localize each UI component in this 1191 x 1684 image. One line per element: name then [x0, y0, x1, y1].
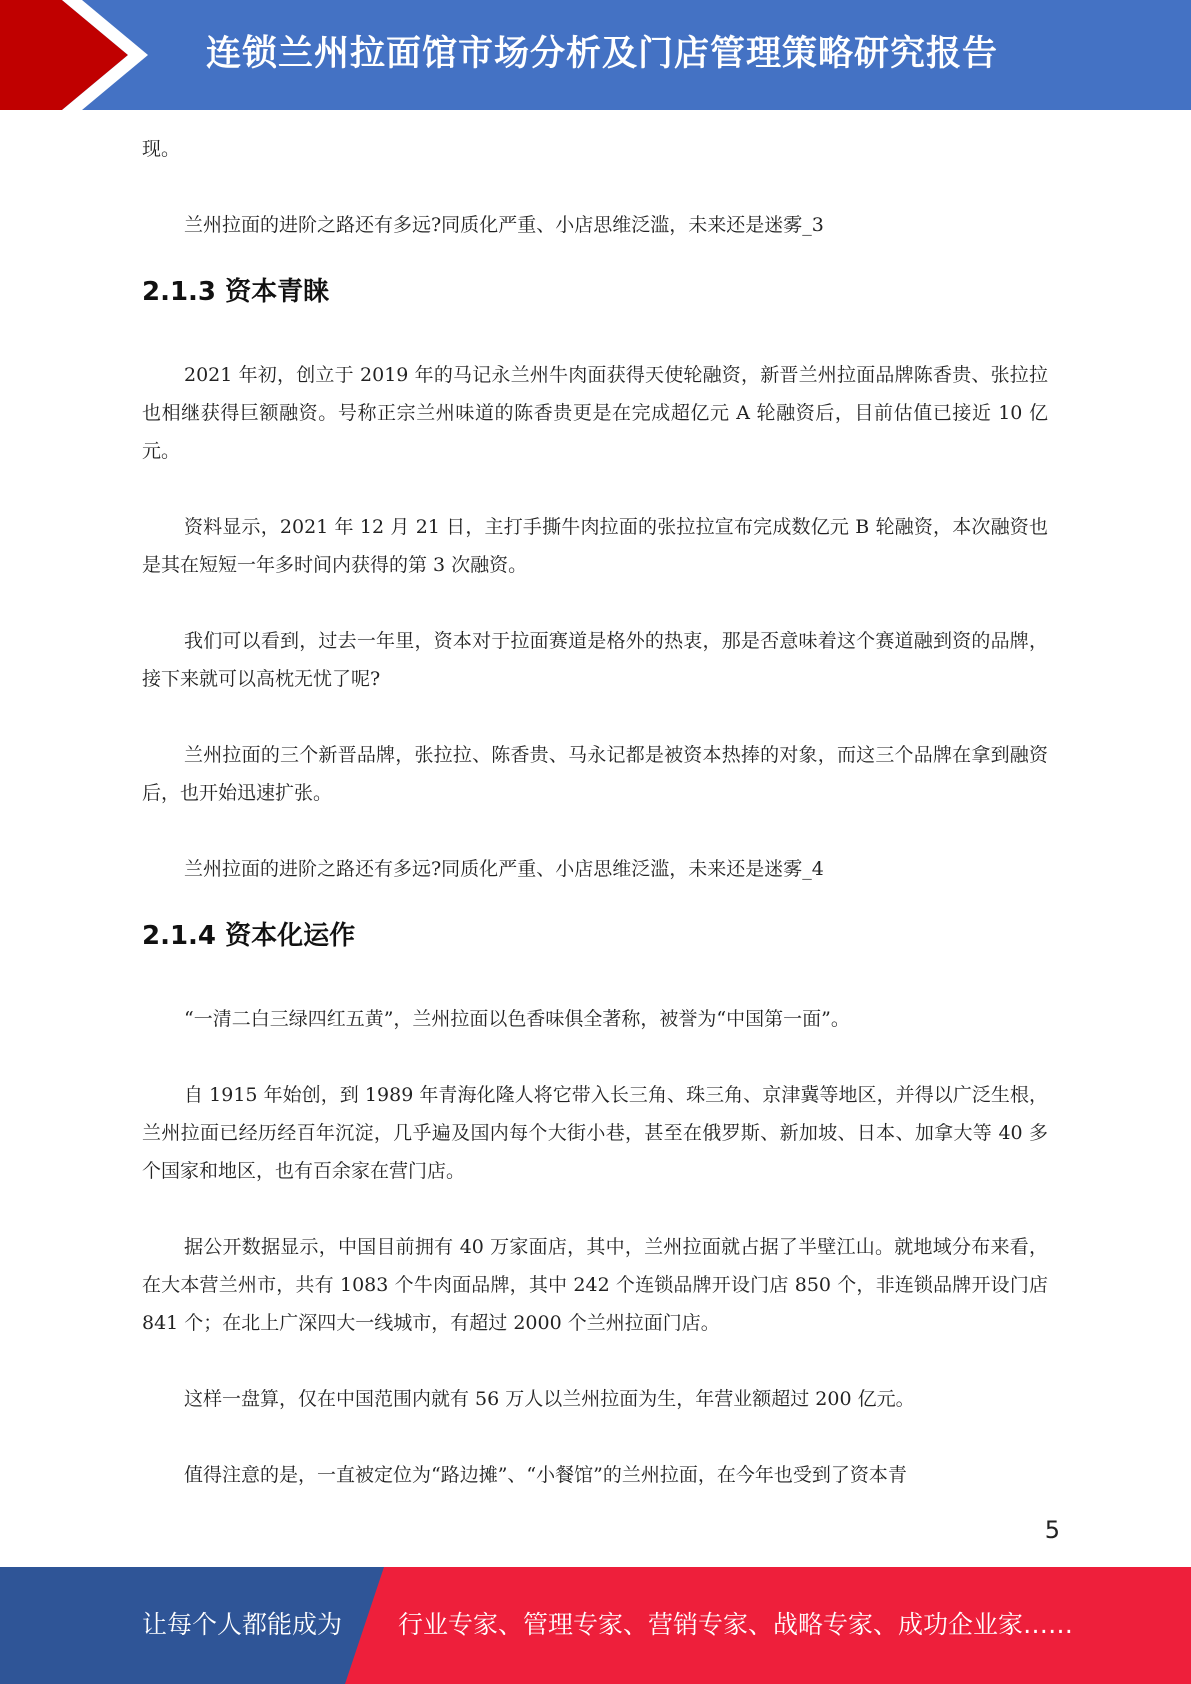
section-heading: 2.1.3 资本青睐 — [142, 277, 330, 307]
document-body — [142, 130, 1048, 1494]
paragraph: 兰州拉面的进阶之路还有多远?同质化严重、小店思维泛滥，未来还是迷雾_3 — [184, 214, 824, 236]
paragraph: 据公开数据显示，中国目前拥有 40 万家面店，其中，兰州拉面就占据了半壁江山。就地域分布来看，在大本营兰州市，共有 1083 个牛肉面品牌，其中 242 个连锁品牌开设门店 850 个，非连锁品牌开设门店 841 个；在北上广深四大一线城市，有超过 2000 个兰州拉面门店。 — [142, 1236, 1048, 1334]
paragraph: 自 1915 年始创，到 1989 年青海化隆人将它带入长三角、珠三角、京津冀等地区，并得以广泛生根，兰州拉面已经历经百年沉淀，几乎遍及国内每个大街小巷，甚至在俄罗斯、新加坡、日本、加拿大等 40 多个国家和地区，也有百余家在营门店。 — [142, 1084, 1048, 1182]
paragraph: 兰州拉面的三个新晋品牌，张拉拉、陈香贵、马永记都是被资本热捧的对象，而这三个品牌在拿到融资后，也开始迅速扩张。 — [142, 744, 1048, 804]
paragraph: 值得注意的是，一直被定位为“路边摊”、“小餐馆”的兰州拉面，在今年也受到了资本青 — [184, 1464, 907, 1486]
paragraph: 资料显示，2021 年 12 月 21 日，主打手撕牛肉拉面的张拉拉宣布完成数亿元 B 轮融资，本次融资也是其在短短一年多时间内获得的第 3 次融资。 — [142, 516, 1048, 576]
page-header — [0, 0, 1191, 110]
paragraph: 兰州拉面的进阶之路还有多远?同质化严重、小店思维泛滥，未来还是迷雾_4 — [184, 858, 824, 880]
footer-slogan-right: 行业专家、管理专家、营销专家、战略专家、成功企业家…… — [398, 1610, 1074, 1639]
footer-slogan-left: 让每个人都能成为 — [142, 1610, 343, 1639]
paragraph: 这样一盘算，仅在中国范围内就有 56 万人以兰州拉面为生，年营业额超过 200 亿元。 — [184, 1388, 915, 1410]
paragraph: 2021 年初，创立于 2019 年的马记永兰州牛肉面获得天使轮融资，新晋兰州拉面品牌陈香贵、张拉拉也相继获得巨额融资。号称正宗兰州味道的陈香贵更是在完成超亿元 A 轮融资后，目前估值已接近 10 亿元。 — [142, 364, 1048, 462]
paragraph: 我们可以看到，过去一年里，资本对于拉面赛道是格外的热衷，那是否意味着这个赛道融到资的品牌，接下来就可以高枕无忧了呢? — [142, 630, 1048, 690]
paragraph: “一清二白三绿四红五黄”，兰州拉面以色香味俱全著称，被誉为“中国第一面”。 — [184, 1008, 850, 1030]
section-heading: 2.1.4 资本化运作 — [142, 921, 356, 951]
page-footer — [0, 1567, 1191, 1684]
page-number: 5 — [1044, 1516, 1060, 1544]
report-title: 连锁兰州拉面馆市场分析及门店管理策略研究报告 — [206, 34, 999, 74]
paragraph: 现。 — [142, 138, 181, 160]
